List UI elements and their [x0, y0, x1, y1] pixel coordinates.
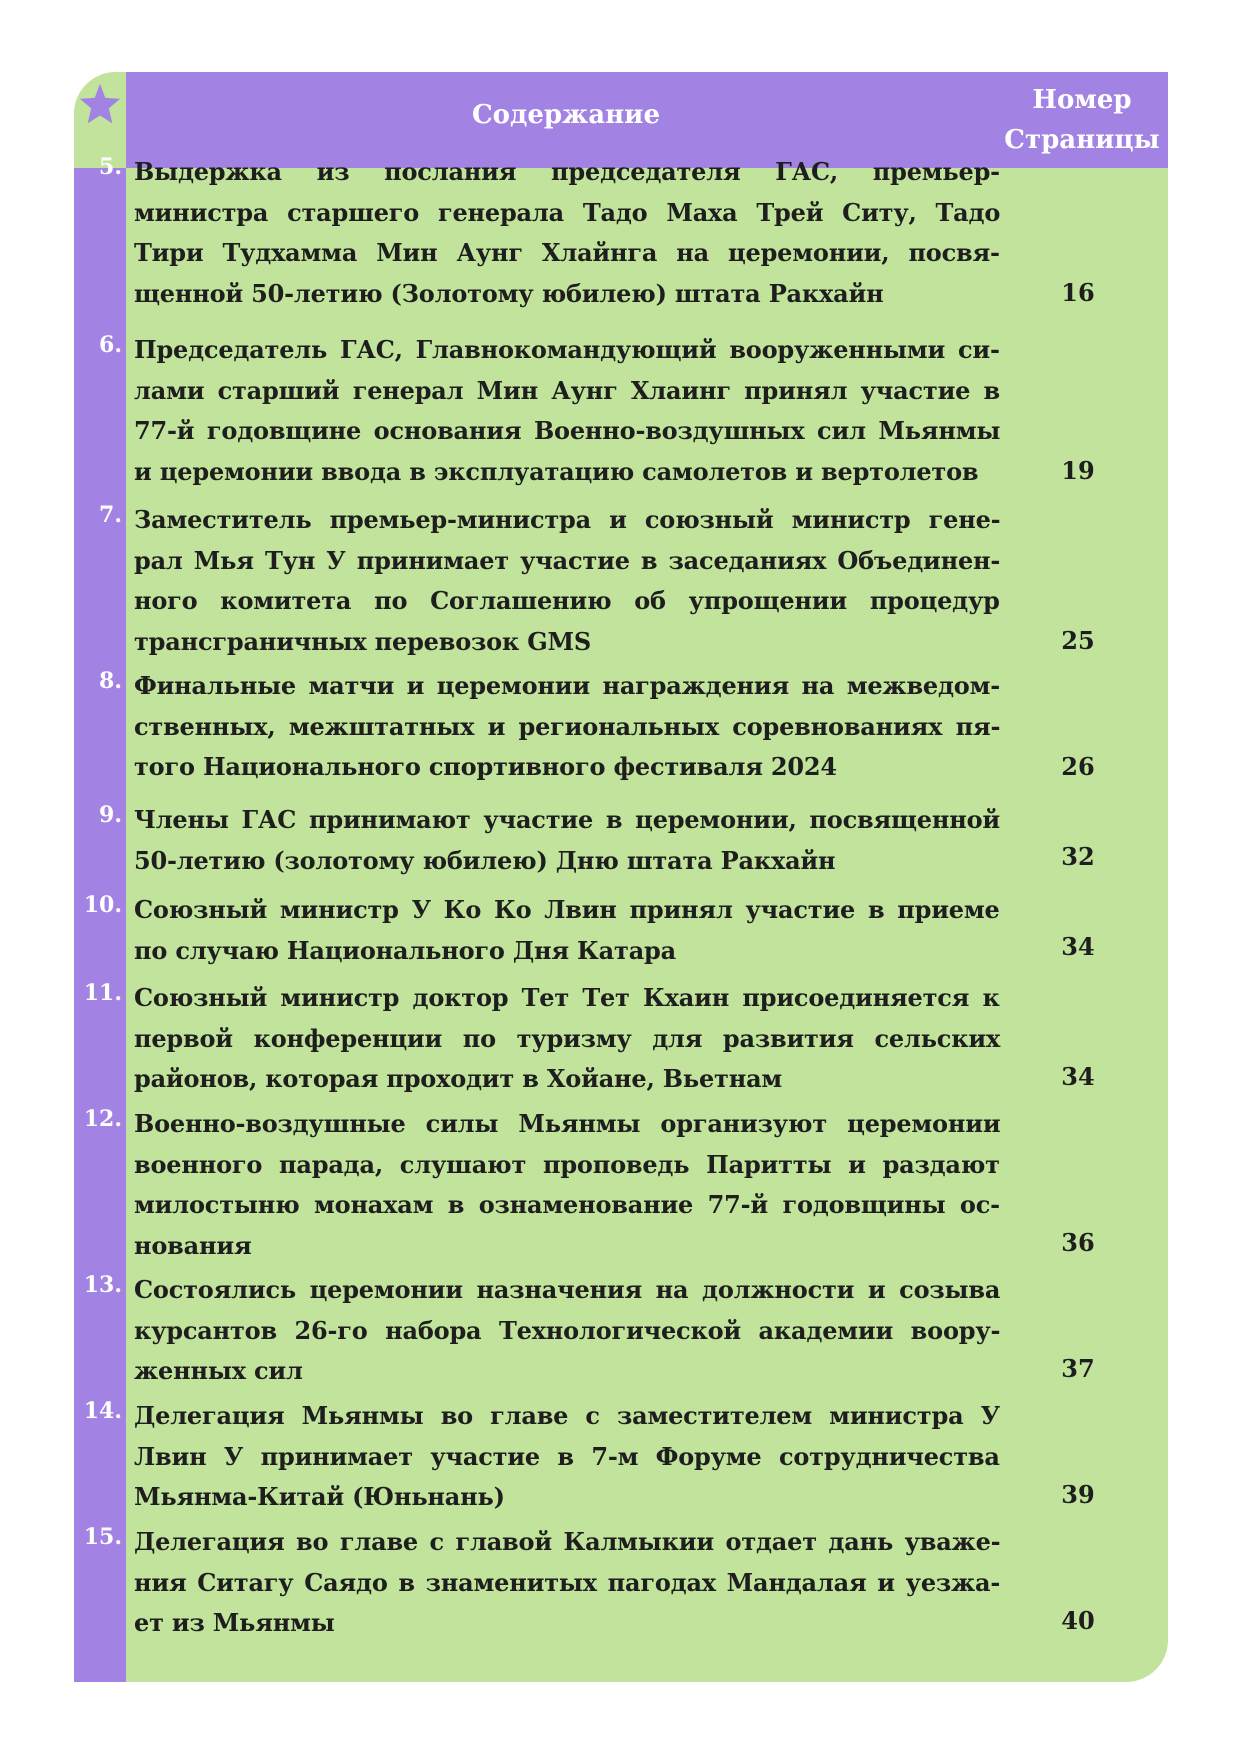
entry-title: Члены ГАС принимают участие в церемонии, посвященной 50-летию (золотому юбилею) Дню штата Ракхайн — [134, 805, 1000, 875]
entry-page-number: 25 — [1061, 626, 1095, 655]
entry-page-number: 34 — [1061, 1062, 1095, 1091]
entry-title: Заместитель премьер-министра и союзный министр гене- рал Мья Тун У принимает участие в заседаниях Объединен- ного комитета по Соглашению об упрощении процедур трансграничных перевозок GMS — [134, 505, 1001, 656]
entry-number: 6. — [99, 332, 122, 358]
star-icon — [78, 82, 122, 126]
entry-number: 14. — [83, 1398, 122, 1424]
entry-title: Военно-воздушные силы Мьянмы организуют церемонии военного парада, слушают проповедь Паритты и раздают милостыню монахам в ознаменование 77-й годовщины ос- нования — [134, 1109, 1001, 1260]
entry-title: Делегация во главе с главой Калмыкии отдает дань уваже- ния Ситагу Саядо в знаменитых пагодах Мандалая и уезжа- ет из Мьянмы — [134, 1527, 1001, 1637]
number-column-strip — [74, 168, 126, 1682]
entry-page-number: 34 — [1061, 932, 1095, 961]
table-of-contents — [74, 72, 1168, 1682]
entry-page-number: 39 — [1061, 1480, 1095, 1509]
entry-number: 10. — [83, 892, 122, 918]
entry-title: Состоялись церемонии назначения на должности и созыва курсантов 26-го набора Технологической академии воору- женных сил — [134, 1275, 1001, 1385]
entry-page-number: 32 — [1061, 842, 1095, 871]
entry-page-number: 16 — [1061, 278, 1095, 307]
entry-number: 5. — [99, 154, 122, 180]
entry-number: 7. — [99, 502, 122, 528]
entry-page-number: 37 — [1061, 1354, 1095, 1383]
entry-page-number: 40 — [1061, 1606, 1095, 1635]
entry-number: 8. — [99, 668, 122, 694]
entry-title: Союзный министр У Ко Ко Лвин принял участие в приеме по случаю Национального Дня Катара — [134, 895, 1000, 965]
entry-number: 12. — [83, 1106, 122, 1132]
entry-title: Делегация Мьянмы во главе с заместителем министра У Лвин У принимает участие в 7-м Форуме сотрудничества Мьянма-Китай (Юньнань) — [134, 1401, 1000, 1511]
contents-heading: Содержание — [471, 100, 661, 130]
entry-number: 11. — [83, 980, 122, 1006]
entry-title: Союзный министр доктор Тет Тет Кхаин присоединяется к первой конференции по туризму для развития сельских районов, которая проходит в Хойане, Вьетнам — [134, 983, 1001, 1093]
page-number-heading: Номер Страницы — [1004, 85, 1160, 155]
entry-title: Председатель ГАС, Главнокомандующий вооруженными си- лами старший генерал Мин Аунг Хлаинг принял участие в 77-й годовщине основания Военно-воздушных сил Мьянмы и церемонии ввода в эксплуатацию самолетов и вертолетов — [134, 335, 1001, 486]
entry-page-number: 26 — [1061, 752, 1095, 781]
entry-page-number: 36 — [1061, 1228, 1095, 1257]
entry-page-number: 19 — [1061, 456, 1095, 485]
entry-title: Финальные матчи и церемонии награждения на межведом- ственных, межштатных и региональных соревнованиях пя- того Национального спортивного фестиваля 2024 — [134, 671, 1001, 781]
entry-number: 15. — [83, 1524, 122, 1550]
entry-number: 13. — [83, 1272, 122, 1298]
entry-number: 9. — [99, 802, 122, 828]
entry-title: Выдержка из послания председателя ГАС, премьер- министра старшего генерала Тадо Маха Трей Ситу, Тадо Тири Тудхамма Мин Аунг Хлайнга на церемонии, посвя- щенной 50-летию (Золотому юбилею) штата Ракхайн — [134, 157, 1001, 308]
